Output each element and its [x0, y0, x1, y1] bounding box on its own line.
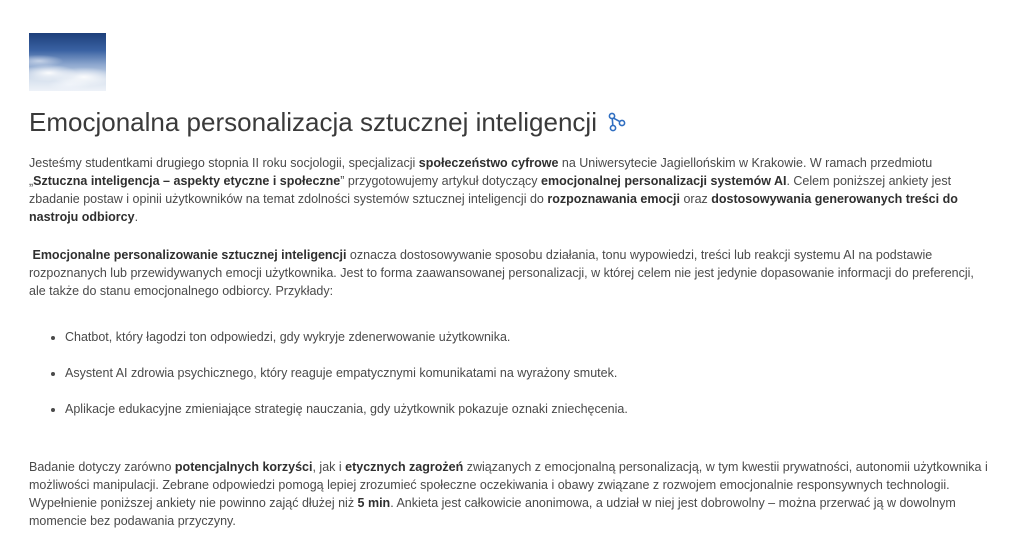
study-text: . Ankieta jest całkowicie anonimowa, a udział w niej jest dobrowolny – można przerwać ją w dowolnym momencie bez podawania przyczyny. [29, 496, 956, 528]
study-paragraph [29, 458, 989, 530]
intro-paragraph [29, 154, 989, 226]
study-text: związanych z emocjonalną personalizacją, w tym kwestii prywatności, autonomii użytkownika i możliwości manipulacji. Zebrane odpowiedzi pomogą lepiej zrozumieć społeczne oczekiwania i obawy związane z rozwojem emocjonalnie responsywnych technologii. [29, 460, 988, 492]
intro-bold: rozpoznawania emocji [547, 192, 680, 206]
intro-bold: dostosowywania generowanych treści do nastroju odbiorcy [29, 192, 958, 224]
intro-bold: społeczeństwo cyfrowe [418, 156, 559, 170]
intro-text: na Uniwersytecie Jagiellońskim w Krakowie. W ramach przedmiotu „ [29, 156, 933, 188]
header-image [29, 33, 106, 91]
definition-paragraph [29, 246, 989, 300]
definition-bold: Emocjonalne personalizowanie sztucznej inteligencji [32, 248, 347, 262]
survey-description [29, 154, 989, 530]
study-text: , jak i [312, 460, 346, 474]
definition-text: oznacza dostosowywanie sposobu działania, tonu wypowiedzi, treści lub reakcji systemu AI na podstawie rozpoznanych lub przewidywanych emocji użytkownika. Jest to forma zaawansowanej personalizacji, w której celem nie jest jedynie dopasowanie informacji do preferencji, ale także do stanu emocjonalnego odbiorcy. Przykłady: [29, 248, 974, 298]
intro-text: ” przygotowujemy artykuł dotyczący [340, 174, 541, 188]
intro-text: . [134, 210, 139, 224]
study-bold: potencjalnych korzyści [174, 460, 313, 474]
list-item: • Aplikacje edukacyjne zmieniające strategię nauczania, gdy użytkownik pokazuje oznaki zniechęcenia. [65, 400, 989, 418]
intro-text: oraz [680, 192, 712, 206]
list-item: • Chatbot, który łagodzi ton odpowiedzi, gdy wykryje zdenerwowanie użytkownika. [65, 328, 989, 346]
intro-text: . Celem poniższej ankiety jest zbadanie postaw i opinii użytkowników na temat zdolności systemów sztucznej inteligencji do [29, 174, 952, 206]
share-icon[interactable] [607, 112, 627, 132]
study-text: Badanie dotyczy zarówno [29, 460, 175, 474]
study-bold: etycznych zagrożeń [345, 460, 464, 474]
examples-list [29, 328, 989, 418]
study-bold: 5 min [357, 496, 391, 510]
study-text: Wypełnienie poniższej ankiety nie powinno zająć dłużej niż [29, 496, 358, 510]
page-title: Emocjonalna personalizacja sztucznej inteligencji [29, 107, 597, 137]
title-row [29, 104, 627, 140]
intro-bold: Sztuczna inteligencja – aspekty etyczne i społeczne [33, 174, 341, 188]
list-item: • Asystent AI zdrowia psychicznego, który reaguje empatycznymi komunikatami na wyrażony smutek. [65, 364, 989, 382]
intro-bold: emocjonalnej personalizacji systemów AI [541, 174, 787, 188]
intro-text: Jesteśmy studentkami drugiego stopnia II roku socjologii, specjalizacji [29, 156, 419, 170]
